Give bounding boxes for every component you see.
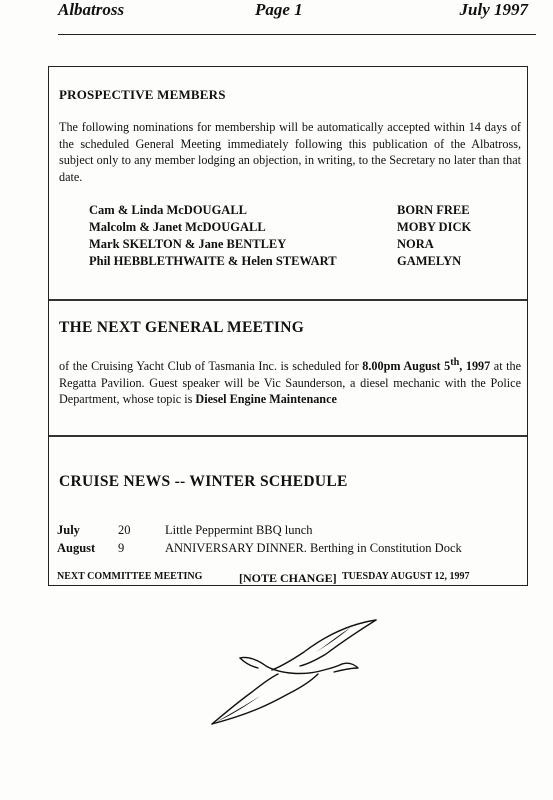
header-page-number: Page 1 [255,0,303,19]
general-meeting-text [59,355,521,408]
page-header [58,0,528,26]
member-list [89,203,509,271]
member-row [89,254,509,271]
member-row [89,237,509,254]
member-name: Mark SKELTON & Jane BENTLEY [89,237,287,251]
member-name: Malcolm & Janet McDOUGALL [89,220,266,234]
member-boat: NORA [397,237,434,251]
meeting-text-part: at the Regatta Pavilion. Guest speaker will be Vic Saunderson, a diesel mechanic with the Police Department, whose topic is [59,359,522,407]
meeting-time [362,359,490,373]
member-row [89,203,509,220]
meeting-topic: Diesel Engine Maintenance [195,392,337,407]
member-boat: GAMELYN [397,254,462,268]
header-publication-name: Albatross [58,0,125,19]
cruise-news-section [49,435,527,587]
note-change-label: [NOTE CHANGE] [239,571,337,585]
member-boat: MOBY DICK [397,220,472,234]
schedule-event: Little Peppermint BBQ lunch [165,523,313,537]
header-date: July 1997 [459,0,528,19]
newsletter-box [48,66,528,586]
schedule-row [57,541,517,559]
header-divider [58,34,536,35]
schedule-month: July [57,523,80,537]
cruise-schedule [57,523,517,559]
schedule-row [57,523,517,541]
committee-meeting-date: TUESDAY AUGUST 12, 1997 [342,571,470,582]
member-row [89,220,509,237]
schedule-day: 9 [118,541,125,555]
committee-meeting-label: NEXT COMMITTEE MEETING [57,571,203,582]
general-meeting-title: THE NEXT GENERAL MEETING [59,319,305,336]
schedule-month: August [57,541,96,555]
schedule-day: 20 [118,523,131,537]
albatross-illustration [200,616,385,728]
schedule-event: ANNIVERSARY DINNER. Berthing in Constitution Dock [165,541,462,555]
prospective-members-section [49,67,527,299]
prospective-members-title: PROSPECTIVE MEMBERS [59,87,226,102]
general-meeting-section [49,299,527,435]
member-boat: BORN FREE [397,203,470,217]
meeting-time-text: 8.00pm August 5 [362,359,451,374]
prospective-members-text: The following nominations for membership will be automatically accepted within 14 days of the scheduled General Meeting immediately following this publication of the Albatross, subject only to any member lodging an objection, in writing, to the Secretary no later than that date. [59,120,521,184]
meeting-time-suffix: th [450,357,460,368]
meeting-year: , 1997 [459,359,491,374]
cruise-news-title: CRUISE NEWS -- WINTER SCHEDULE [59,473,348,490]
member-name: Phil HEBBLETHWAITE & Helen STEWART [89,254,337,268]
meeting-text-part: of the Cruising Yacht Club of Tasmania Inc. is scheduled for [59,359,363,374]
member-name: Cam & Linda McDOUGALL [89,203,247,217]
